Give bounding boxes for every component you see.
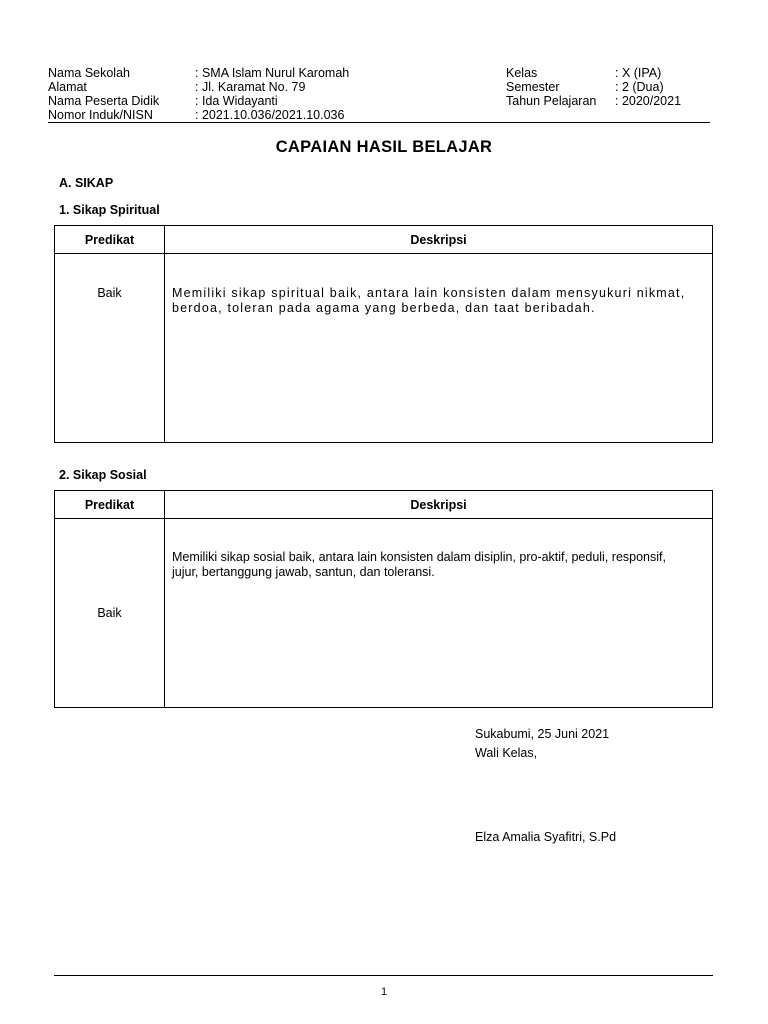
- deskripsi-line: berdoa, toleran pada agama yang berbeda, dan taat beribadah.: [172, 301, 596, 315]
- value-nama-sekolah: : SMA Islam Nurul Karomah: [195, 66, 350, 80]
- deskripsi-line: Memiliki sikap sosial baik, antara lain konsisten dalam disiplin, pro-aktif, peduli, responsif,: [172, 550, 666, 564]
- header-divider: [48, 122, 710, 123]
- signature-name: Elza Amalia Syafitri, S.Pd: [475, 830, 617, 844]
- cell-predikat: [55, 254, 165, 443]
- label-nama-sekolah: Nama Sekolah: [48, 66, 130, 80]
- predikat-value: Baik: [97, 606, 122, 620]
- column-header-predikat: Predikat: [55, 226, 165, 254]
- deskripsi-line: Memiliki sikap spiritual baik, antara lain konsisten dalam mensyukuri nikmat,: [172, 286, 686, 300]
- table-sikap-spiritual: [54, 225, 713, 443]
- table-sikap-sosial: [54, 490, 713, 708]
- value-nomor-induk: : 2021.10.036/2021.10.036: [195, 108, 345, 122]
- column-header-predikat: Predikat: [55, 491, 165, 519]
- value-semester: : 2 (Dua): [615, 80, 664, 94]
- signature-role: Wali Kelas,: [475, 746, 538, 760]
- table-row: [55, 254, 713, 443]
- deskripsi-line: jujur, bertanggung jawab, santun, dan toleransi.: [172, 565, 435, 579]
- column-header-deskripsi: Deskripsi: [165, 491, 713, 519]
- label-tahun-pelajaran: Tahun Pelajaran: [506, 94, 597, 108]
- value-tahun-pelajaran: : 2020/2021: [615, 94, 682, 108]
- cell-predikat: [55, 519, 165, 708]
- subsection-heading-sosial: 2. Sikap Sosial: [59, 468, 147, 482]
- label-semester: Semester: [506, 80, 560, 94]
- page-number: 1: [380, 986, 388, 998]
- value-kelas: : X (IPA): [615, 66, 662, 80]
- value-nama-peserta: : Ida Widayanti: [195, 94, 278, 108]
- table-row: [55, 519, 713, 708]
- cell-deskripsi: [165, 254, 713, 443]
- signature-place-date: Sukabumi, 25 Juni 2021: [475, 727, 610, 741]
- value-alamat: : Jl. Karamat No. 79: [195, 80, 306, 94]
- predikat-value: Baik: [97, 286, 122, 300]
- page-title: CAPAIAN HASIL BELAJAR: [275, 138, 493, 156]
- cell-deskripsi: [165, 519, 713, 708]
- label-nama-peserta: Nama Peserta Didik: [48, 94, 160, 108]
- label-nomor-induk: Nomor Induk/NISN: [48, 108, 153, 122]
- subsection-heading-spiritual: 1. Sikap Spiritual: [59, 203, 160, 217]
- footer-divider: [54, 975, 713, 976]
- label-kelas: Kelas: [506, 66, 538, 80]
- table-header-row: [55, 491, 713, 519]
- section-heading-sikap: A. SIKAP: [59, 176, 114, 190]
- table-header-row: [55, 226, 713, 254]
- label-alamat: Alamat: [48, 80, 87, 94]
- column-header-deskripsi: Deskripsi: [165, 226, 713, 254]
